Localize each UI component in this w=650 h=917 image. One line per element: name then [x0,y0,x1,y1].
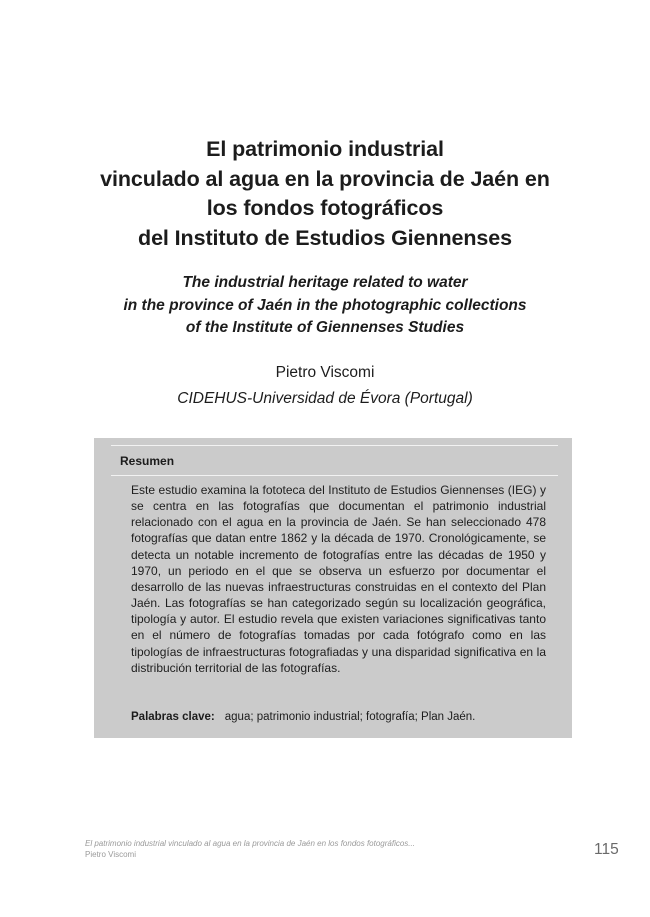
subtitle-line: The industrial heritage related to water [182,274,468,291]
article-title [40,135,610,253]
english-title [30,272,620,340]
abstract-box [94,438,572,738]
running-author: Pietro Viscomi [85,850,136,859]
running-title: El patrimonio industrial vinculado al agua en la provincia de Jaén en los fondos fotográficos... [85,839,415,848]
abstract-heading-rule [111,475,558,476]
keywords-list: agua; patrimonio industrial; fotografía; Plan Jaén. [224,711,476,723]
author-affiliation: CIDEHUS-Universidad de Évora (Portugal) [177,390,473,407]
subtitle-line: of the Institute of Giennenses Studies [185,319,465,336]
keywords [131,711,475,723]
title-line: del Instituto de Estudios Giennenses [138,225,512,250]
abstract-top-rule [111,445,558,446]
title-line: los fondos fotográficos [206,196,444,220]
author-name: Pietro Viscomi [275,364,375,381]
title-line: El patrimonio industrial [206,137,444,161]
title-line: vinculado al agua en la provincia de Jaén en [100,166,550,191]
page-number: 115 [594,841,619,858]
keywords-label: Palabras clave: [131,711,215,723]
subtitle-line: in the province of Jaén in the photographic collections [123,296,527,314]
abstract-heading: Resumen [120,454,175,468]
abstract-text: Este estudio examina la fototeca del Instituto de Estudios Giennenses (IEG) y se centra en las fotografías que documentan el patrimonio industrial relacionado con el agua en la provincia de Jaén. Se han seleccionado 478 fotografías que datan entre 1862 y la década de 1970. Cronológicamente, se detecta un notable incremento de fotografías entre las décadas de 1950 y 1970, un periodo en el que se observa un esfuerzo por documentar el desarrollo de las nuevas infraestructuras construidas en el contexto del Plan Jaén. Las fotografías se han categorizado según su localización geográfica, tipología y autor. El estudio revela que existen variaciones significativas tanto en el número de fotografías tomadas por cada fotógrafo como en las tipologías de infraestructuras fotografiadas y una disparidad significativa en la distribución territorial de las fotografías. [131,483,546,675]
